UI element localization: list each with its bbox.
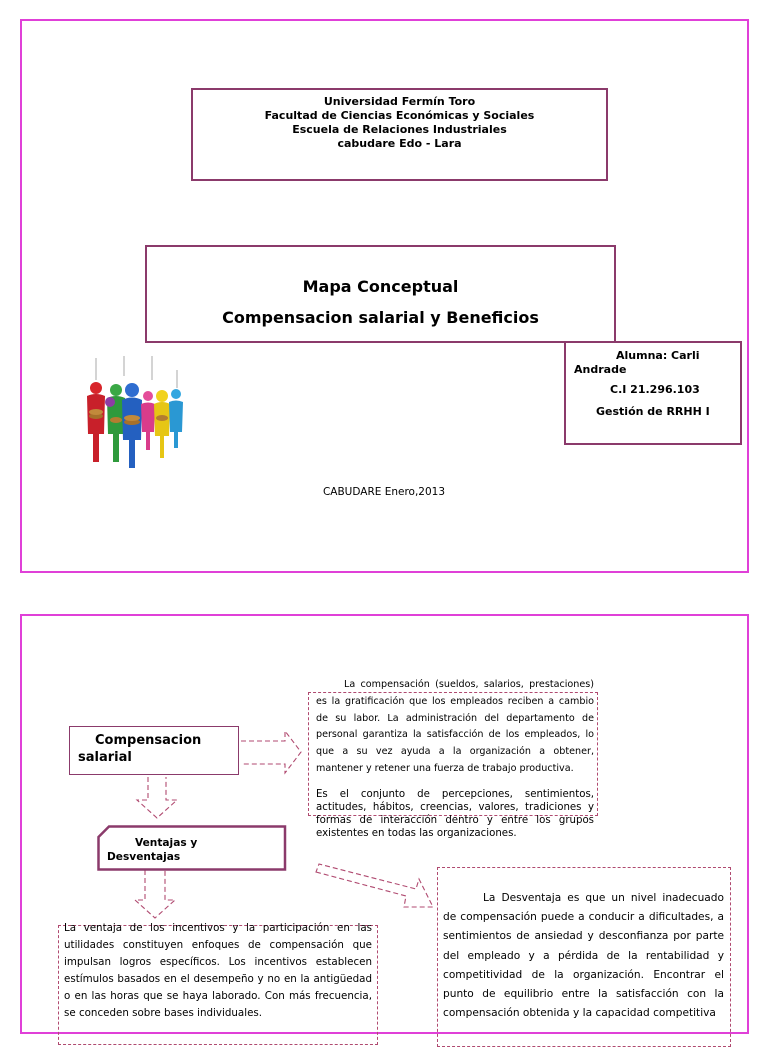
sub-node-line2: Desventajas: [107, 850, 181, 863]
arrow-down-1: [137, 777, 177, 818]
student-ci: C.I 21.296.103: [610, 383, 700, 396]
institution-line1: Universidad Fermín Toro: [323, 95, 476, 108]
main-node-line1: Compensacion: [95, 733, 202, 748]
title-line1: Mapa Conceptual: [302, 277, 459, 296]
arrow-down-2: [135, 870, 175, 918]
student-name-line2: Andrade: [574, 363, 627, 376]
definition-p1: La compensación (sueldos, salarios, prestaciones) es la gratificación que los empleados reciben a cambio de su labor. La administración del departamento de personal garantiza la satisfacción de los empleados, lo que a su vez ayuda a la organización a obtener, mantener y retener una fuerza de trabajo productiva.: [316, 679, 594, 774]
student-name-line1: Alumna: Carli: [616, 349, 700, 362]
arrow-right: [241, 731, 301, 773]
institution-line2: Facultad de Ciencias Económicas y Sociales: [264, 109, 535, 122]
cover-footer: CABUDARE Enero,2013: [322, 486, 446, 498]
sub-node: [97, 825, 287, 871]
disadvantage-text: La Desventaja es que un nivel inadecuado de compensación puede a conducir a dificultades, a sentimientos de ansiedad y desconfianza por parte del empleado y a pérdida de la rentabilidad y competitividad de la organización. Encontrar el punto de equilibrio entre la satisfacción con la compensación obtenida y la capacidad competitiva: [443, 892, 724, 1020]
institution-line4: cabudare Edo - Lara: [337, 137, 462, 150]
student-course: Gestión de RRHH I: [596, 405, 710, 418]
title-line2: Compensacion salarial y Beneficios: [222, 308, 539, 327]
main-node-line2: salarial: [78, 750, 132, 765]
sub-node-line1: Ventajas y: [135, 837, 198, 849]
advantage-text: La ventaja de los incentivos y la participación en las utilidades constituyen enfoques de compensación que impulsan logros específicos. Los incentivos establecen estímulos basados en el desempeño y no en la antigüedad o en las horas que se haya laborado. Con más frecuencia, se conceden sobre bases individuales.: [64, 922, 372, 1019]
arrow-diagonal: [316, 864, 433, 907]
institution-line3: Escuela de Relaciones Industriales: [292, 123, 507, 136]
definition-p2: Es el conjunto de percepciones, sentimientos, actitudes, hábitos, creencias, valores, tradiciones y formas de interacción dentro y entre los grupos existentes en todas las organizaciones.: [316, 789, 594, 839]
